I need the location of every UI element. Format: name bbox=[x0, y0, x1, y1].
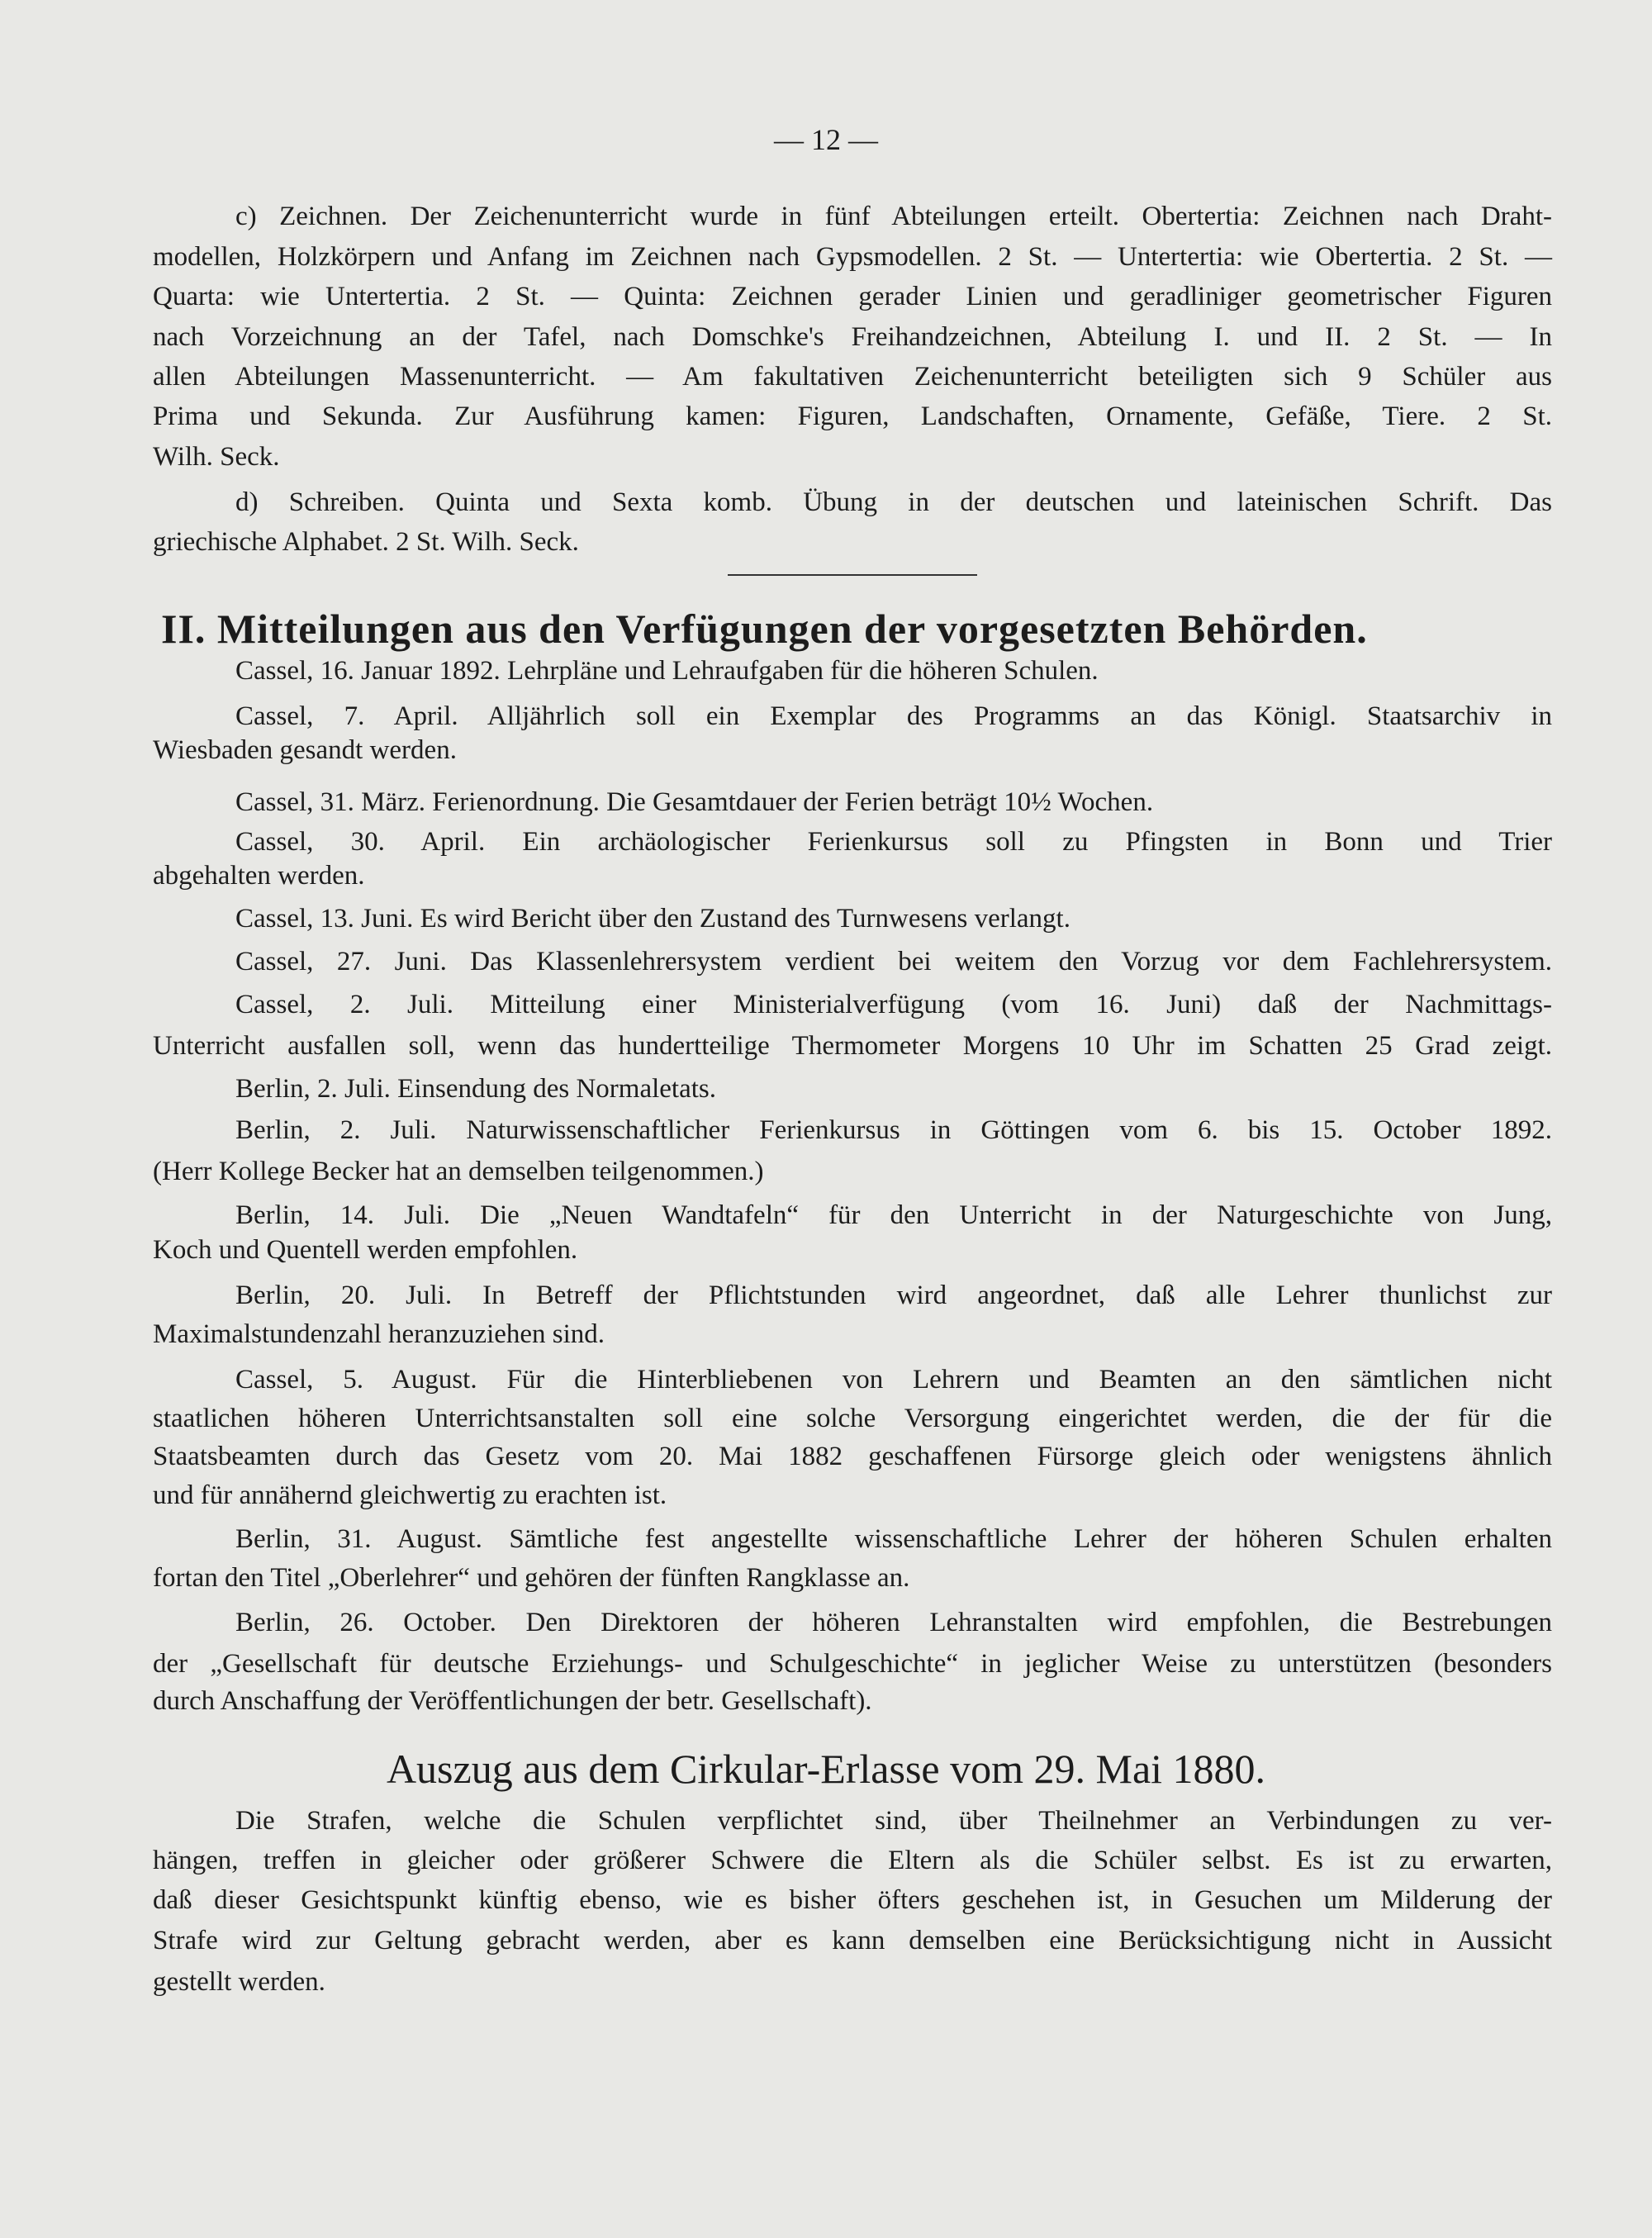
entry-line: Cassel, 2. Juli. Mitteilung einer Ministerialverfügung (vom 16. Juni) daß der Nachmittags- bbox=[235, 990, 1552, 1019]
entry-line: Cassel, 5. August. Für die Hinterbliebenen von Lehrern und Beamten an den sämtlichen nicht bbox=[235, 1365, 1552, 1395]
entry-line: Berlin, 14. Juli. Die „Neuen Wandtafeln“ für den Unterricht in der Naturgeschichte von Jung, bbox=[235, 1200, 1552, 1230]
decree-paragraph-line: daß dieser Gesichtspunkt künftig ebenso, wie es bisher öfters geschehen ist, in Gesuchen um Milderung der bbox=[153, 1885, 1552, 1915]
section-divider bbox=[728, 574, 977, 576]
section-heading: II. Mitteilungen aus den Verfügungen der vorgesetzten Behörden. bbox=[161, 606, 1368, 652]
zeichnen-line: allen Abteilungen Massenunterricht. — Am fakultativen Zeichenunterricht beteiligten sich 9 Schüler aus bbox=[153, 362, 1552, 392]
entry-line: Staatsbeamten durch das Gesetz vom 20. Mai 1882 geschaffenen Fürsorge gleich oder wenigstens ähnlich bbox=[153, 1442, 1552, 1471]
decree-paragraph-line: gestellt werden. bbox=[153, 1967, 325, 1997]
entry-line: Cassel, 30. April. Ein archäologischer Ferienkursus soll zu Pfingsten in Bonn und Trier bbox=[235, 827, 1552, 857]
entry-line: der „Gesellschaft für deutsche Erziehungs- und Schulgeschichte“ in jeglicher Weise zu unterstützen (besonders bbox=[153, 1649, 1552, 1679]
entry-line: Berlin, 31. August. Sämtliche fest angestellte wissenschaftliche Lehrer der höheren Schulen erhalten bbox=[235, 1524, 1552, 1554]
entry-line: Cassel, 27. Juni. Das Klassenlehrersystem verdient bei weitem den Vorzug vor dem Fachlehrersystem. bbox=[235, 947, 1552, 976]
schreiben-line: d) Schreiben. Quinta und Sexta komb. Übung in der deutschen und lateinischen Schrift. Das bbox=[235, 487, 1552, 517]
page-number: — 12 — bbox=[774, 123, 878, 156]
entry-line: Berlin, 26. October. Den Direktoren der höheren Lehranstalten wird empfohlen, die Bestrebungen bbox=[235, 1608, 1552, 1637]
decree-paragraph-line: hängen, treffen in gleicher oder größerer Schwere die Eltern als die Schüler selbst. Es ist zu erwarten, bbox=[153, 1846, 1552, 1875]
entry-line: Berlin, 2. Juli. Einsendung des Normaletats. bbox=[235, 1074, 716, 1104]
zeichnen-line: nach Vorzeichnung an der Tafel, nach Domschke's Freihandzeichnen, Abteilung I. und II. 2 St. — In bbox=[153, 322, 1552, 352]
zeichnen-line: modellen, Holzkörpern und Anfang im Zeichnen nach Gypsmodellen. 2 St. — Untertertia: wie Obertertia. 2 St. — bbox=[153, 242, 1552, 272]
zeichnen-line: c) Zeichnen. Der Zeichenunterricht wurde in fünf Abteilungen erteilt. Obertertia: Zeichnen nach Draht- bbox=[235, 202, 1552, 231]
entry-line: abgehalten werden. bbox=[153, 861, 365, 891]
entry-line: fortan den Titel „Oberlehrer“ und gehören der fünften Rangklasse an. bbox=[153, 1563, 910, 1593]
entry-line: Wiesbaden gesandt werden. bbox=[153, 735, 457, 765]
entry-line: Unterricht ausfallen soll, wenn das hundertteilige Thermometer Morgens 10 Uhr im Schatten 25 Grad zeigt. bbox=[153, 1031, 1552, 1061]
decree-paragraph-line: Strafe wird zur Geltung gebracht werden, aber es kann demselben eine Berücksichtigung nicht in Aussicht bbox=[153, 1926, 1552, 1955]
entry-line: durch Anschaffung der Veröffentlichungen der betr. Gesellschaft). bbox=[153, 1686, 872, 1716]
entry-line: (Herr Kollege Becker hat an demselben teilgenommen.) bbox=[153, 1157, 764, 1186]
entry-line: Berlin, 2. Juli. Naturwissenschaftlicher Ferienkursus in Göttingen vom 6. bis 15. October 1892. bbox=[235, 1115, 1552, 1145]
entry-line: Maximalstundenzahl heranzuziehen sind. bbox=[153, 1319, 605, 1349]
zeichnen-line: Prima und Sekunda. Zur Ausführung kamen: Figuren, Landschaften, Ornamente, Gefäße, Tiere. 2 St. bbox=[153, 402, 1552, 431]
entry-line: Cassel, 31. März. Ferienordnung. Die Gesamtdauer der Ferien beträgt 10½ Wochen. bbox=[235, 787, 1154, 817]
decree-heading: Auszug aus dem Cirkular-Erlasse vom 29. Mai 1880. bbox=[386, 1746, 1266, 1792]
entry-line: und für annähernd gleichwertig zu erachten ist. bbox=[153, 1480, 667, 1510]
entry-line: Koch und Quentell werden empfohlen. bbox=[153, 1235, 578, 1265]
zeichnen-line: Quarta: wie Untertertia. 2 St. — Quinta: Zeichnen gerader Linien und geradliniger geometrischer Figuren bbox=[153, 282, 1552, 311]
entry-line: staatlichen höheren Unterrichtsanstalten soll eine solche Versorgung eingerichtet werden, die der für die bbox=[153, 1404, 1552, 1433]
entry-line: Berlin, 20. Juli. In Betreff der Pflichtstunden wird angeordnet, daß alle Lehrer thunlichst zur bbox=[235, 1281, 1552, 1310]
decree-paragraph-line: Die Strafen, welche die Schulen verpflichtet sind, über Theilnehmer an Verbindungen zu ver- bbox=[235, 1806, 1552, 1836]
zeichnen-line: Wilh. Seck. bbox=[153, 442, 280, 472]
entry-line: Cassel, 13. Juni. Es wird Bericht über den Zustand des Turnwesens verlangt. bbox=[235, 904, 1070, 934]
schreiben-line: griechische Alphabet. 2 St. Wilh. Seck. bbox=[153, 527, 579, 557]
entry-line: Cassel, 16. Januar 1892. Lehrpläne und Lehraufgaben für die höheren Schulen. bbox=[235, 656, 1099, 686]
entry-line: Cassel, 7. April. Alljährlich soll ein Exemplar des Programms an das Königl. Staatsarchiv in bbox=[235, 701, 1552, 731]
